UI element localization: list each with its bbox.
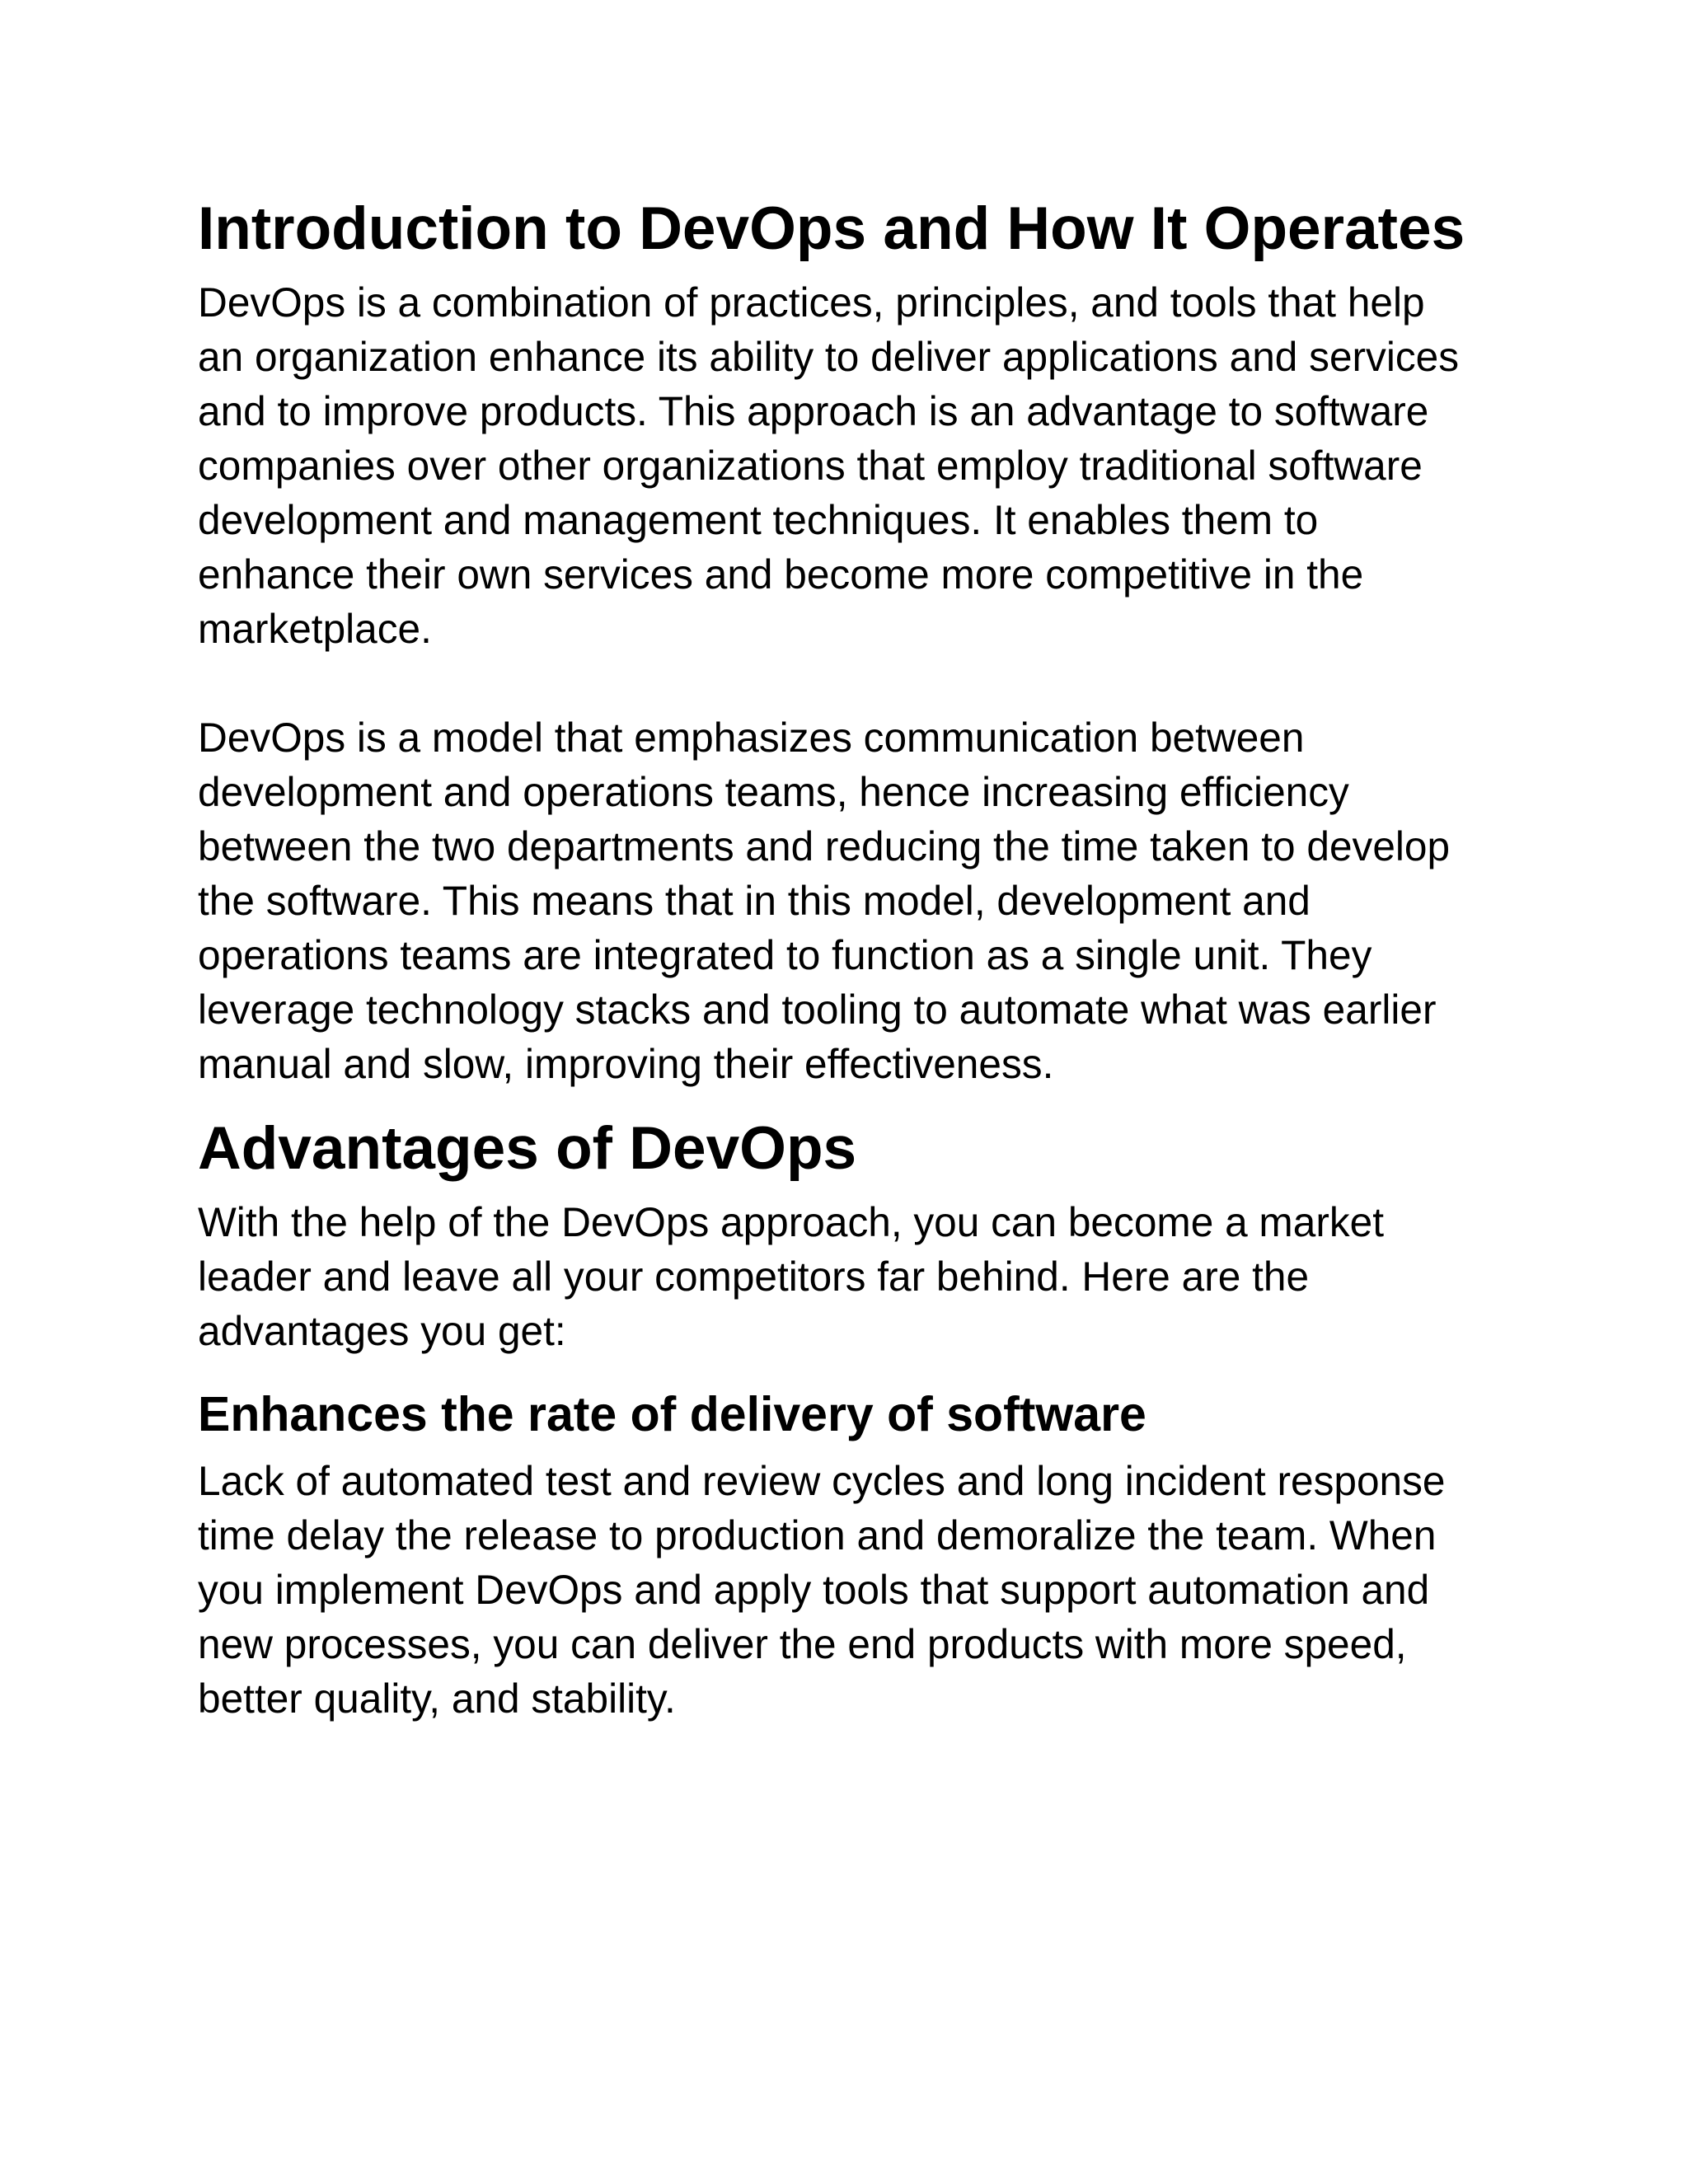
text-line: between the two departments and reducing the time taken to develop xyxy=(198,823,1451,869)
advantages-paragraph xyxy=(198,1195,1533,1358)
document-page xyxy=(198,193,1533,1726)
text-line: marketplace. xyxy=(198,606,432,652)
text-line: development and operations teams, hence increasing efficiency xyxy=(198,769,1349,815)
intro-paragraph-2 xyxy=(198,710,1533,1091)
text-line: DevOps is a combination of practices, principles, and tools that help xyxy=(198,279,1425,326)
delivery-paragraph xyxy=(198,1454,1533,1726)
text-line: time delay the release to production and demoralize the team. When xyxy=(198,1512,1437,1558)
text-line: DevOps is a model that emphasizes communication between xyxy=(198,715,1305,761)
text-line: Lack of automated test and review cycles and long incident response xyxy=(198,1458,1446,1504)
subsection-heading-delivery: Enhances the rate of delivery of software xyxy=(198,1387,1146,1441)
text-line: and to improve products. This approach is an advantage to software xyxy=(198,388,1429,434)
intro-paragraph-1 xyxy=(198,275,1533,656)
text-line: development and management techniques. It enables them to xyxy=(198,497,1319,543)
text-line: With the help of the DevOps approach, you can become a market xyxy=(198,1199,1384,1245)
text-line: better quality, and stability. xyxy=(198,1675,676,1722)
section-heading-introduction: Introduction to DevOps and How It Operates xyxy=(198,195,1465,262)
text-line: an organization enhance its ability to deliver applications and services xyxy=(198,334,1460,380)
text-line: new processes, you can deliver the end products with more speed, xyxy=(198,1621,1407,1667)
text-line: companies over other organizations that employ traditional software xyxy=(198,443,1423,489)
text-line: leverage technology stacks and tooling to automate what was earlier xyxy=(198,987,1437,1033)
text-line: operations teams are integrated to function as a single unit. They xyxy=(198,932,1372,978)
text-line: manual and slow, improving their effectiveness. xyxy=(198,1041,1054,1087)
text-line: leader and leave all your competitors far behind. Here are the xyxy=(198,1254,1310,1300)
section-heading-advantages: Advantages of DevOps xyxy=(198,1115,857,1182)
text-line: advantages you get: xyxy=(198,1308,566,1354)
text-line: enhance their own services and become more competitive in the xyxy=(198,551,1364,598)
text-line: you implement DevOps and apply tools that support automation and xyxy=(198,1567,1430,1613)
text-line: the software. This means that in this model, development and xyxy=(198,878,1311,924)
